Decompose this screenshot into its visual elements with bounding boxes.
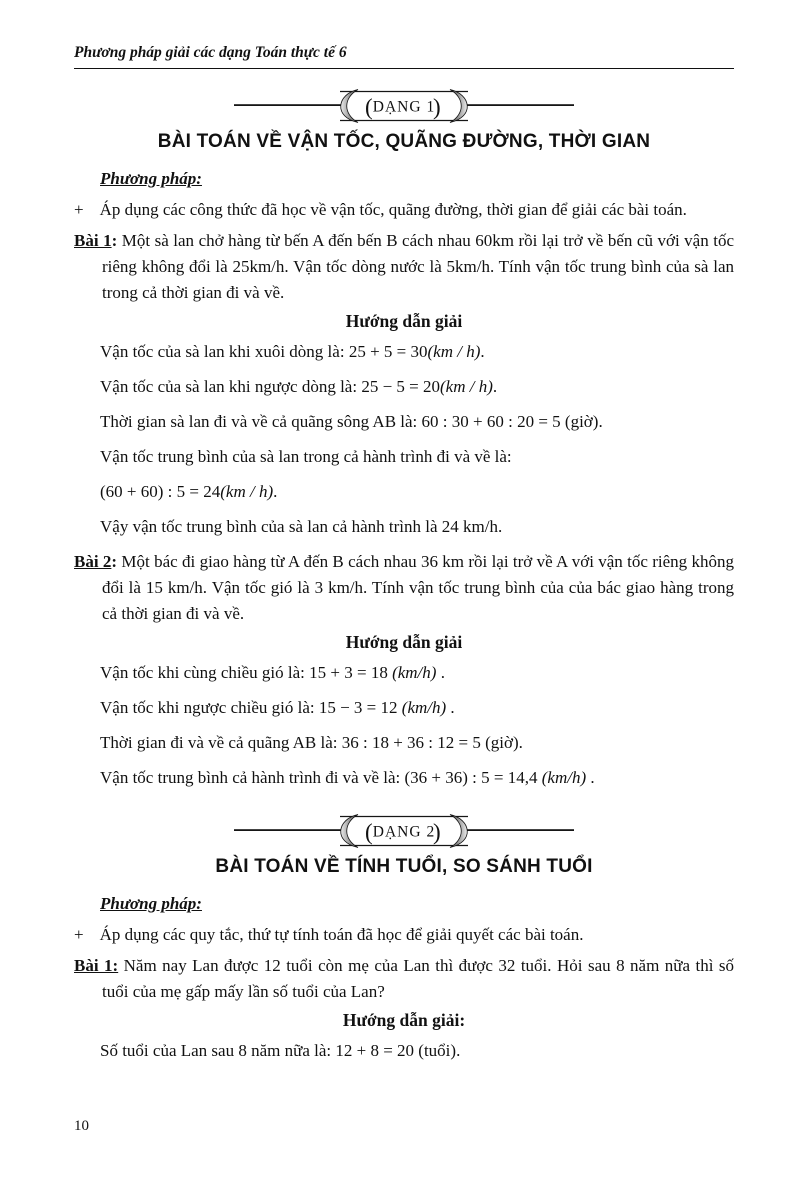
problem-separator: :	[111, 231, 118, 250]
solution-heading: Hướng dẫn giải	[345, 632, 463, 652]
banner-close-paren: )	[433, 819, 441, 845]
method-heading: Phương pháp:	[100, 169, 202, 188]
solution-line	[100, 1038, 734, 1063]
solution-math: 36 : 18 + 36 : 12 = 5	[341, 733, 481, 752]
dang2-banner	[74, 814, 734, 848]
banner-ribbon-decoration	[234, 89, 574, 123]
solution-math: 15 − 3 = 12	[318, 698, 402, 717]
solution-text: Vận tốc trung bình cả hành trình đi và về là:	[100, 768, 405, 787]
problem-text: Một sà lan chở hàng từ bến A đến bến B cách nhau 60km rồi lại trở về bến cũ với vận tốc riêng không đổi là 25km/h. Vận tốc dòng nước là 5km/h. Tính vận tốc trung bình của sà lan trong cả thời gian đi và về.	[102, 231, 734, 302]
solution-text: .	[273, 482, 278, 501]
banner-label: DẠNG 2	[372, 823, 436, 841]
banner-ribbon-decoration	[234, 814, 574, 848]
dang1-banner	[74, 89, 734, 123]
solution-text: Vậy vận tốc trung bình của sà lan cả hành trình là 24 km/h.	[100, 517, 503, 536]
solution-text: .	[436, 663, 445, 682]
solution-text: Vận tốc của sà lan khi xuôi dòng là:	[100, 342, 349, 361]
problem-1-paragraph	[74, 953, 734, 1005]
solution-text: (tuổi).	[414, 1041, 461, 1060]
solution-math: 60 : 30 + 60 : 20 = 5	[421, 412, 561, 431]
plus-bullet: +	[74, 925, 84, 944]
section-dang-1	[74, 89, 734, 790]
solution-math: (60 + 60) : 5 = 24	[100, 482, 221, 501]
solution-text: Số tuổi của Lan sau 8 năm nữa là:	[100, 1041, 336, 1060]
problem-label: Bài 1	[74, 231, 112, 250]
solution-heading: Hướng dẫn giải:	[342, 1010, 466, 1030]
method-text: Áp dụng các quy tắc, thứ tự tính toán đã học để giải quyết các bài toán.	[99, 925, 584, 944]
plus-bullet: +	[74, 200, 84, 219]
solution-text: Thời gian sà lan đi và về cả quãng sông AB là:	[100, 412, 422, 431]
solution-unit: (km/h)	[401, 698, 447, 717]
banner-close-paren: )	[433, 94, 441, 120]
solution-line	[100, 444, 734, 469]
solution-text: Vận tốc khi ngược chiều gió là:	[100, 698, 319, 717]
page-number: 10	[74, 1118, 89, 1134]
solution-math: 25 − 5 = 20	[361, 377, 441, 396]
solution-text: Vận tốc trung bình của sà lan trong cả hành trình đi và về là:	[100, 447, 512, 466]
solution-line	[100, 730, 734, 755]
solution-line	[100, 409, 734, 434]
solution-heading: Hướng dẫn giải	[345, 311, 463, 331]
solution-text: Vận tốc của sà lan khi ngược dòng là:	[100, 377, 362, 396]
solution-line	[100, 765, 734, 790]
solution-line	[100, 514, 734, 539]
solution-text: Thời gian đi và về cả quãng AB là:	[100, 733, 342, 752]
solution-text: (giờ).	[480, 733, 523, 752]
solution-unit: (km / h)	[220, 482, 274, 501]
solution-line	[100, 374, 734, 399]
problem-label: Bài 2	[74, 552, 112, 571]
solution-text: .	[446, 698, 455, 717]
problem-text: Một bác đi giao hàng từ A đến B cách nhau 36 km rồi lại trở về A với vận tốc riêng không đổi là 15 km/h. Vận tốc gió là 3 km/h. Tính vận tốc trung bình của của bác giao hàng trong cả thời gian đi và về.	[102, 552, 735, 623]
dang1-section-title: BÀI TOÁN VỀ VẬN TỐC, QUÃNG ĐƯỜNG, THỜI GIAN	[157, 131, 651, 152]
solution-text: .	[480, 342, 485, 361]
banner-open-paren: (	[365, 94, 373, 120]
method-bullet-paragraph	[74, 197, 734, 223]
problem-1-paragraph	[74, 228, 734, 306]
solution-text: (giờ).	[560, 412, 603, 431]
dang2-section-title: BÀI TOÁN VỀ TÍNH TUỔI, SO SÁNH TUỔI	[215, 856, 593, 877]
problem-label: Bài 1:	[74, 956, 119, 975]
solution-math: 15 + 3 = 18	[309, 663, 393, 682]
solution-line	[100, 660, 734, 685]
problem-separator: :	[111, 552, 118, 571]
running-header-title: Phương pháp giải các dạng Toán thực tế 6	[74, 44, 347, 61]
method-heading: Phương pháp:	[100, 894, 202, 913]
method-bullet-paragraph	[74, 922, 734, 948]
problem-2-paragraph	[74, 549, 734, 627]
solution-text: Vận tốc khi cùng chiều gió là:	[100, 663, 310, 682]
solution-math: 12 + 8 = 20	[335, 1041, 415, 1060]
solution-line	[100, 339, 734, 364]
solution-unit: (km/h)	[392, 663, 437, 682]
solution-line	[100, 695, 734, 720]
banner-label: DẠNG 1	[372, 98, 436, 116]
section-dang-2	[74, 814, 734, 1063]
solution-line	[100, 479, 734, 504]
problem-text: Năm nay Lan được 12 tuổi còn mẹ của Lan thì được 32 tuổi. Hỏi sau 8 năm nữa thì số tuổi của mẹ gấp mấy lần số tuổi của Lan?	[102, 956, 734, 1001]
solution-text: .	[492, 377, 498, 396]
solution-unit: (km / h)	[440, 377, 493, 396]
solution-unit: (km/h)	[541, 768, 587, 787]
solution-math: (36 + 36) : 5 = 14,4	[404, 768, 542, 787]
method-text: Áp dụng các công thức đã học về vận tốc, quãng đường, thời gian để giải các bài toán.	[99, 200, 687, 219]
running-header	[74, 44, 734, 69]
banner-open-paren: (	[365, 819, 373, 845]
solution-math: 25 + 5 = 30	[348, 342, 428, 361]
solution-text: .	[586, 768, 595, 787]
solution-unit: (km / h)	[427, 342, 481, 361]
